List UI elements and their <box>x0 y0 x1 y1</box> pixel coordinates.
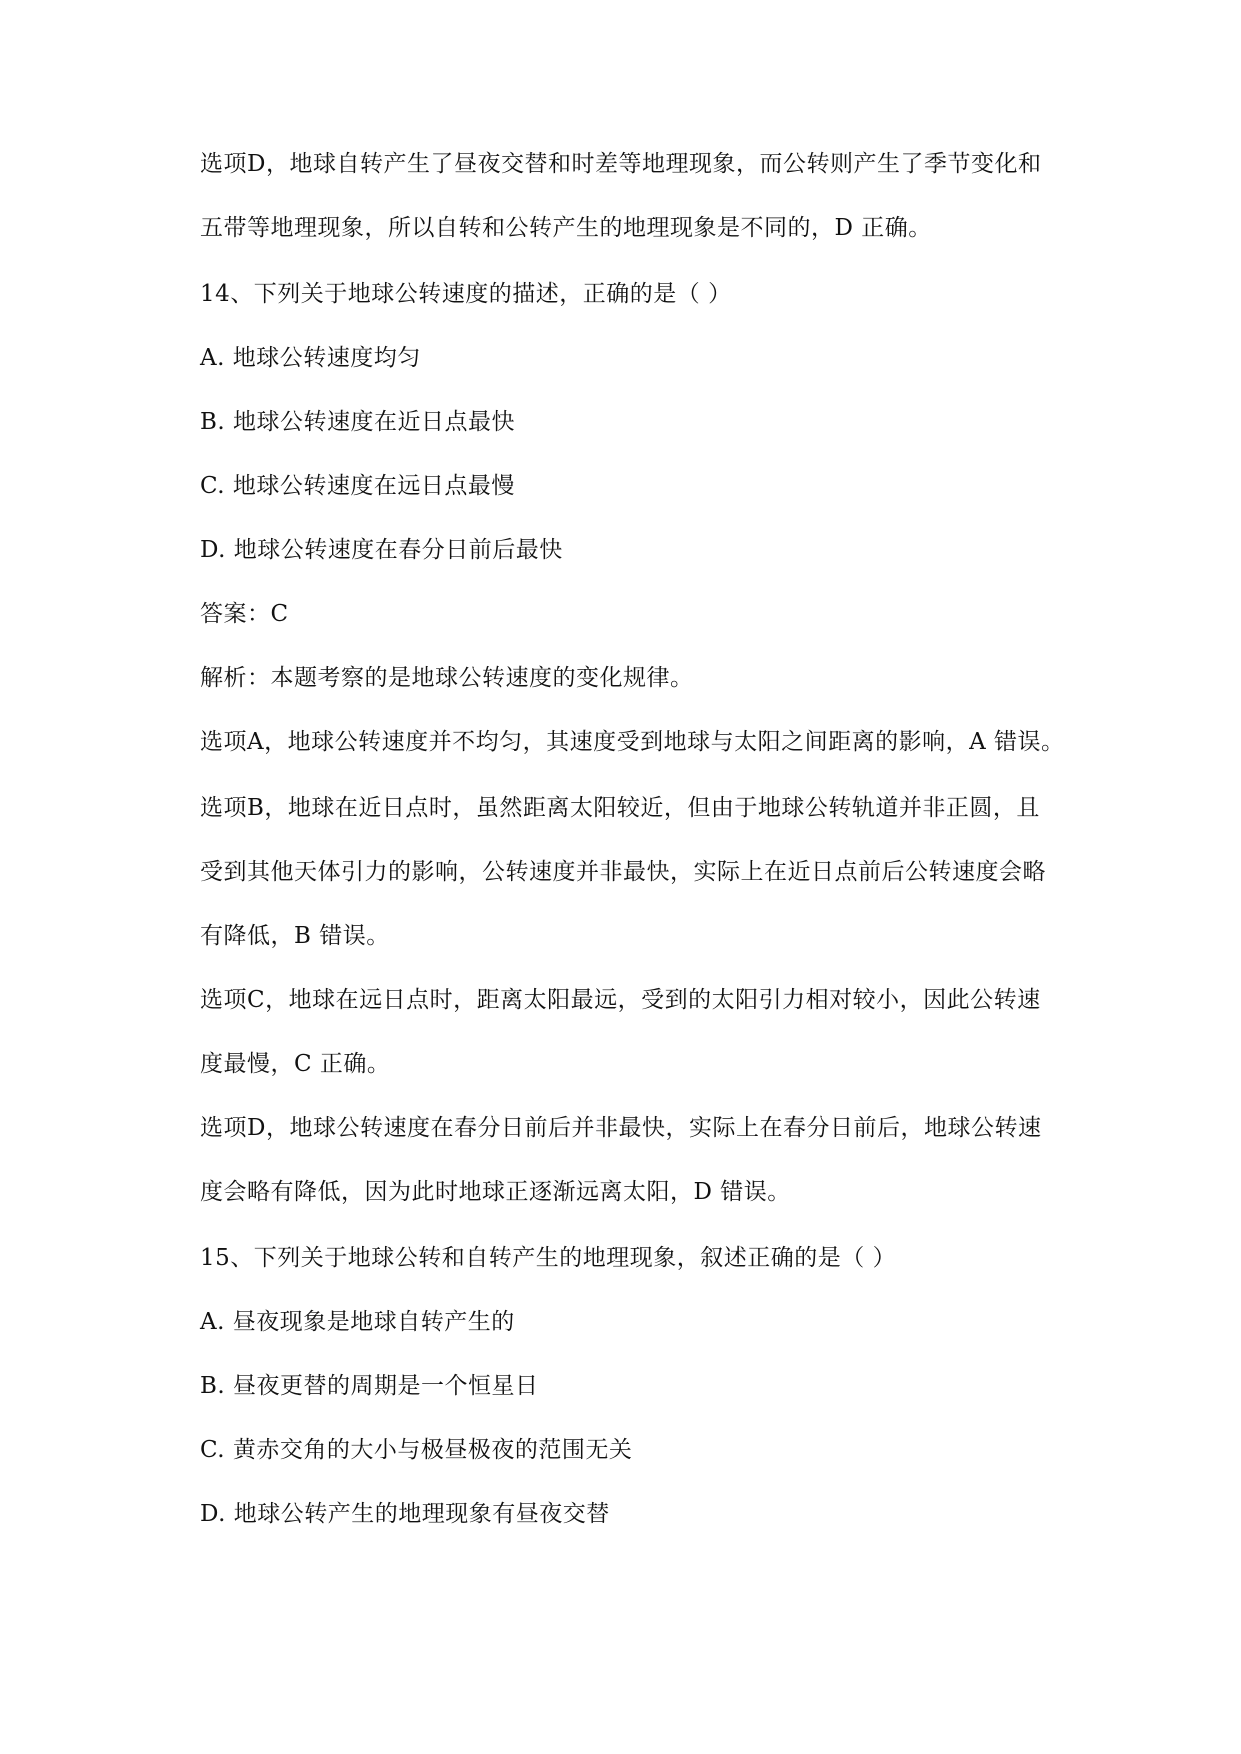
question-14-answer: 答案：C <box>200 601 289 627</box>
analysis-option-d-line-1: 选项D，地球公转速度在春分日前后并非最快，实际上在春分日前后，地球公转速 <box>200 1115 1042 1141</box>
analysis-option-c-line-1: 选项C，地球在远日点时，距离太阳最远，受到的太阳引力相对较小，因此公转速 <box>200 987 1041 1013</box>
question-14-option-d: D. 地球公转速度在春分日前后最快 <box>200 537 563 563</box>
analysis-option-b-line-1: 选项B，地球在近日点时，虽然距离太阳较近，但由于地球公转轨道并非正圆，且 <box>200 795 1040 821</box>
question-14-option-a: A. 地球公转速度均匀 <box>200 345 421 371</box>
paragraph-option-d-line-1: 选项D，地球自转产生了昼夜交替和时差等地理现象，而公转则产生了季节变化和 <box>200 151 1042 177</box>
analysis-option-b-line-2: 受到其他天体引力的影响，公转速度并非最快，实际上在近日点前后公转速度会略 <box>200 859 1046 885</box>
question-14-option-c: C. 地球公转速度在远日点最慢 <box>200 473 515 499</box>
paragraph-option-d-line-2: 五带等地理现象，所以自转和公转产生的地理现象是不同的，D 正确。 <box>200 215 932 241</box>
analysis-option-b-line-3: 有降低，B 错误。 <box>200 923 390 949</box>
question-14-analysis-intro: 解析：本题考察的是地球公转速度的变化规律。 <box>200 665 694 691</box>
question-14-option-b: B. 地球公转速度在近日点最快 <box>200 409 516 435</box>
question-15-option-a: A. 昼夜现象是地球自转产生的 <box>200 1309 515 1335</box>
analysis-option-a: 选项A，地球公转速度并不均匀，其速度受到地球与太阳之间距离的影响，A 错误。 <box>200 729 1065 755</box>
question-15-option-c: C. 黄赤交角的大小与极昼极夜的范围无关 <box>200 1437 633 1463</box>
question-14-stem: 14、下列关于地球公转速度的描述，正确的是（ ） <box>200 281 732 307</box>
analysis-option-d-line-2: 度会略有降低，因为此时地球正逐渐远离太阳，D 错误。 <box>200 1179 791 1205</box>
question-15-option-b: B. 昼夜更替的周期是一个恒星日 <box>200 1373 539 1399</box>
question-15-stem: 15、下列关于地球公转和自转产生的地理现象，叙述正确的是（ ） <box>200 1245 897 1271</box>
analysis-option-c-line-2: 度最慢，C 正确。 <box>200 1051 391 1077</box>
question-15-option-d: D. 地球公转产生的地理现象有昼夜交替 <box>200 1501 610 1527</box>
